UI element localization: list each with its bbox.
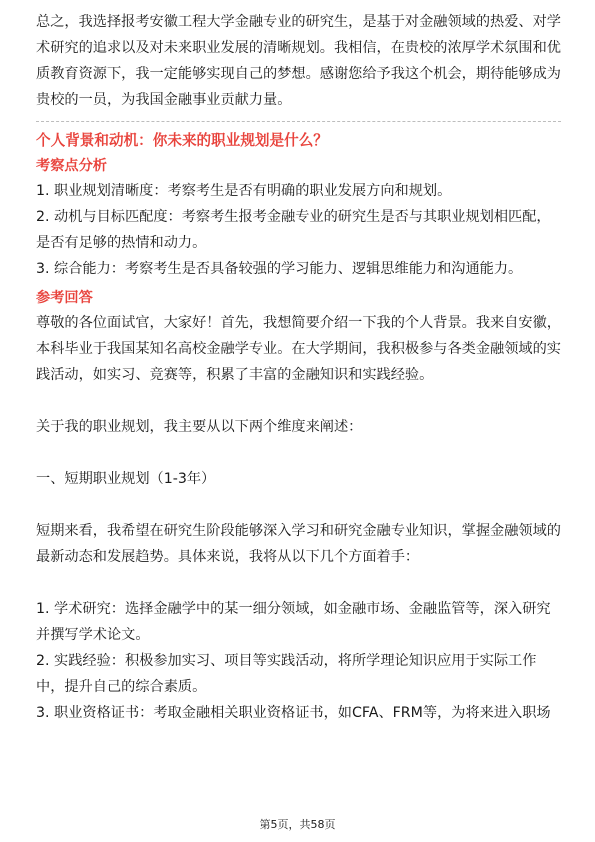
answer-heading: 参考回答 — [36, 290, 93, 306]
answer-paragraph: 关于我的职业规划，我主要从以下两个维度来阐述： — [36, 419, 363, 435]
answer-subheading: 一、短期职业规划（1-3年） — [36, 471, 216, 487]
answer-item: 1. 学术研究：选择金融学中的某一细分领域，如金融市场、金融监管等，深入研究并撰写学术论文。 — [36, 601, 551, 643]
blank-line — [36, 388, 561, 414]
intro-paragraph: 总之，我选择报考安徽工程大学金融专业的研究生，是基于对金融领域的热爱、对学术研究的追求以及对未来职业发展的清晰规划。我相信，在贵校的浓厚学术氛围和优质教育资源下，我一定能够实现自己的梦想。感谢您给予我这个机会，期待能够成为贵校的一员，为我国金融事业贡献力量。 — [36, 14, 561, 108]
page-footer: 第5页，共58页 — [259, 818, 336, 831]
section-divider — [36, 121, 561, 122]
question-title: 个人背景和动机：你未来的职业规划是什么？ — [36, 132, 328, 149]
analysis-item: 3. 综合能力：考察考生是否具备较强的学习能力、逻辑思维能力和沟通能力。 — [36, 261, 523, 277]
answer-item: 3. 职业资格证书：考取金融相关职业资格证书，如CFA、FRM等，为将来进入职场 — [36, 705, 551, 721]
answer-paragraph: 尊敬的各位面试官，大家好！首先，我想简要介绍一下我的个人背景。我来自安徽，本科毕业于我国某知名高校金融学专业。在大学期间，我积极参与各类金融领域的实践活动，如实习、竞赛等，积累了丰富的金融知识和实践经验。 — [36, 315, 561, 383]
blank-line — [36, 440, 561, 466]
answer-item: 2. 实践经验：积极参加实习、项目等实践活动，将所学理论知识应用于实际工作中，提升自己的综合素质。 — [36, 653, 537, 695]
blank-line — [36, 570, 561, 596]
analysis-heading: 考察点分析 — [36, 158, 107, 174]
analysis-item: 2. 动机与目标匹配度：考察考生报考金融专业的研究生是否与其职业规划相匹配，是否有足够的热情和动力。 — [36, 209, 551, 251]
blank-line — [36, 492, 561, 518]
answer-paragraph: 短期来看，我希望在研究生阶段能够深入学习和研究金融专业知识，掌握金融领域的最新动态和发展趋势。具体来说，我将从以下几个方面着手： — [36, 523, 561, 565]
analysis-item: 1. 职业规划清晰度：考察考生是否有明确的职业发展方向和规划。 — [36, 183, 452, 199]
